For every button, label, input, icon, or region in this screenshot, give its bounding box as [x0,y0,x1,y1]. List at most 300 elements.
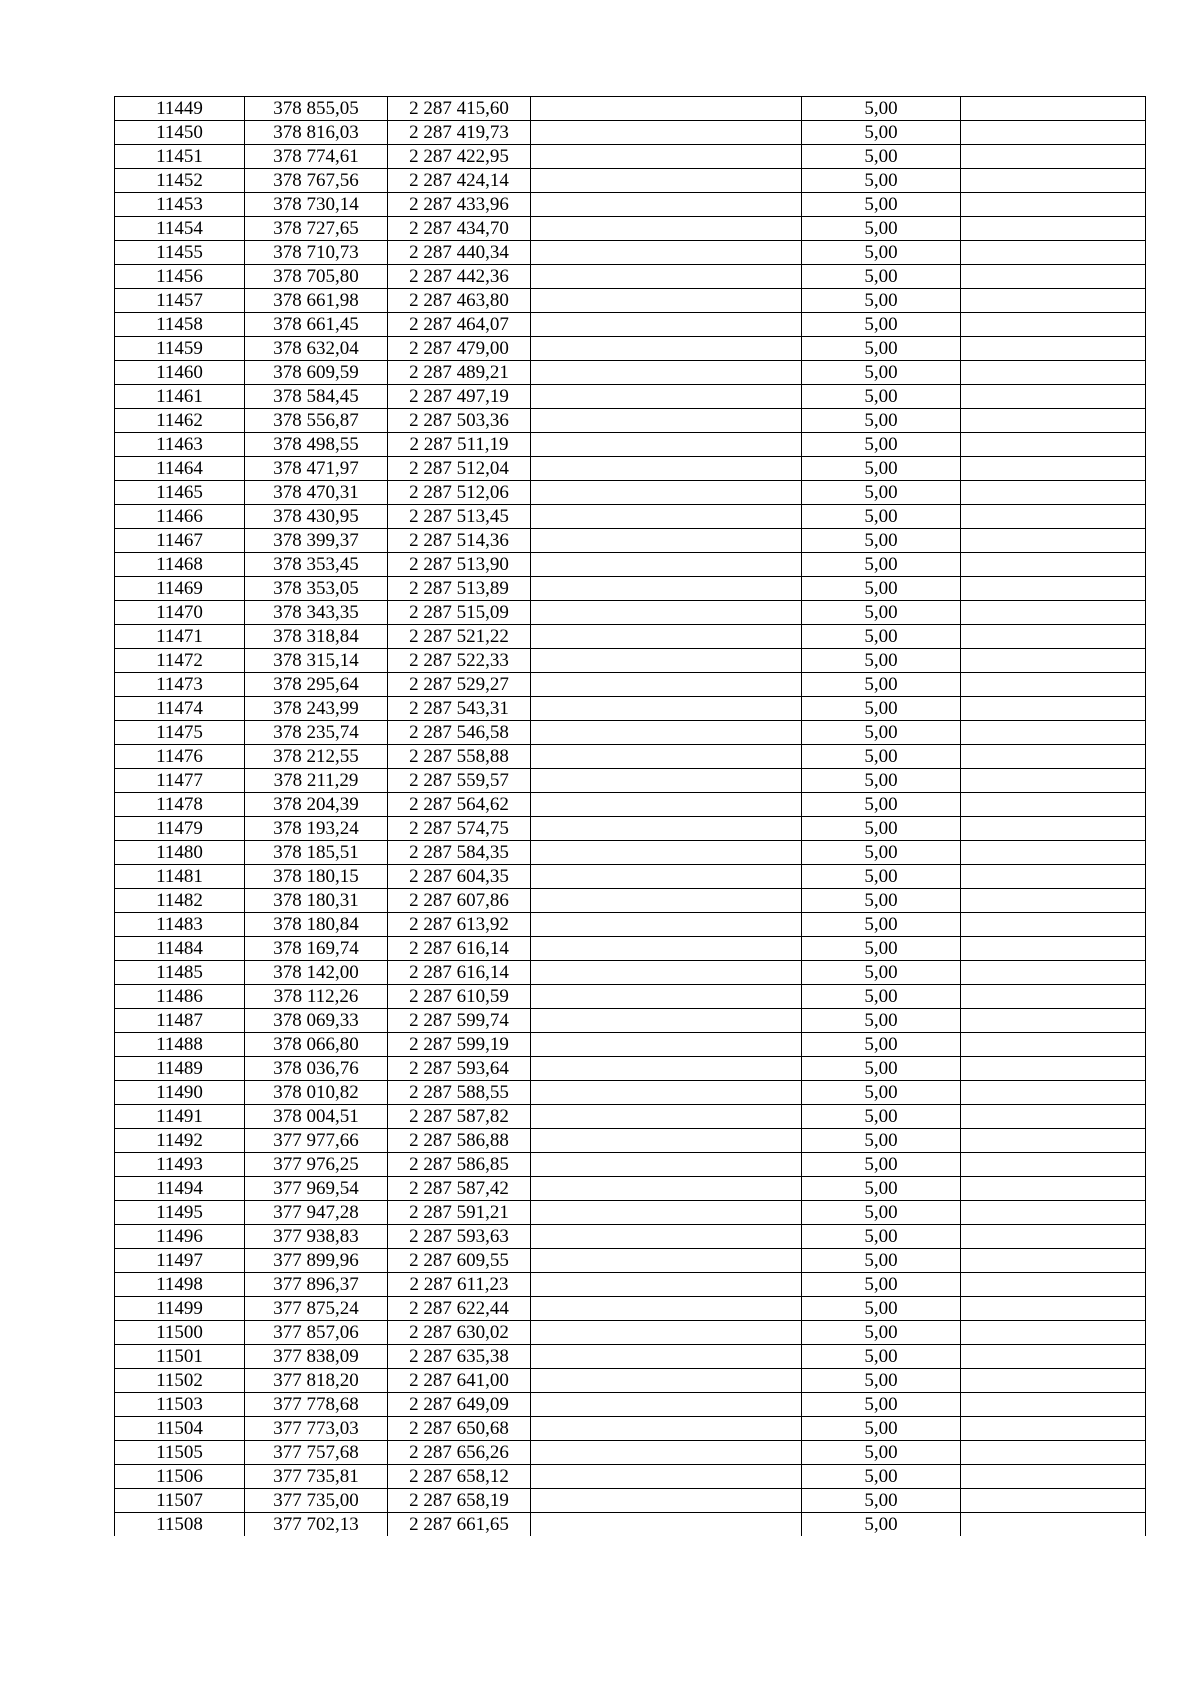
y-coordinate-cell: 2 287 649,09 [388,1393,531,1417]
value-cell: 5,00 [802,745,961,769]
note-cell [961,1345,1146,1369]
table-row [115,529,1146,553]
value-cell: 5,00 [802,1441,961,1465]
point-number-cell: 11467 [115,529,245,553]
x-coordinate-cell: 378 069,33 [245,1009,388,1033]
note-cell [961,337,1146,361]
y-coordinate-cell: 2 287 622,44 [388,1297,531,1321]
point-number-cell: 11452 [115,169,245,193]
description-cell [531,1033,802,1057]
point-number-cell: 11457 [115,289,245,313]
value-cell: 5,00 [802,1297,961,1321]
y-coordinate-cell: 2 287 588,55 [388,1081,531,1105]
point-number-cell: 11483 [115,913,245,937]
note-cell [961,265,1146,289]
y-coordinate-cell: 2 287 658,19 [388,1489,531,1513]
description-cell [531,577,802,601]
note-cell [961,313,1146,337]
description-cell [531,433,802,457]
x-coordinate-cell: 378 180,31 [245,889,388,913]
x-coordinate-cell: 378 556,87 [245,409,388,433]
y-coordinate-cell: 2 287 599,19 [388,1033,531,1057]
x-coordinate-cell: 378 730,14 [245,193,388,217]
y-coordinate-cell: 2 287 616,14 [388,937,531,961]
point-number-cell: 11466 [115,505,245,529]
x-coordinate-cell: 378 066,80 [245,1033,388,1057]
description-cell [531,889,802,913]
note-cell [961,841,1146,865]
note-cell [961,1441,1146,1465]
point-number-cell: 11449 [115,97,245,121]
note-cell [961,457,1146,481]
y-coordinate-cell: 2 287 635,38 [388,1345,531,1369]
x-coordinate-cell: 378 767,56 [245,169,388,193]
point-number-cell: 11481 [115,865,245,889]
y-coordinate-cell: 2 287 587,82 [388,1105,531,1129]
value-cell: 5,00 [802,409,961,433]
point-number-cell: 11476 [115,745,245,769]
x-coordinate-cell: 378 632,04 [245,337,388,361]
table-row [115,1177,1146,1201]
table-row [115,841,1146,865]
note-cell [961,481,1146,505]
table-row [115,361,1146,385]
table-row [115,913,1146,937]
point-number-cell: 11500 [115,1321,245,1345]
value-cell: 5,00 [802,1057,961,1081]
point-number-cell: 11491 [115,1105,245,1129]
x-coordinate-cell: 378 180,15 [245,865,388,889]
x-coordinate-cell: 378 430,95 [245,505,388,529]
y-coordinate-cell: 2 287 522,33 [388,649,531,673]
value-cell: 5,00 [802,97,961,121]
x-coordinate-cell: 377 899,96 [245,1249,388,1273]
x-coordinate-cell: 378 185,51 [245,841,388,865]
x-coordinate-cell: 378 180,84 [245,913,388,937]
point-number-cell: 11499 [115,1297,245,1321]
point-number-cell: 11507 [115,1489,245,1513]
table-row [115,1489,1146,1513]
point-number-cell: 11455 [115,241,245,265]
table-row [115,625,1146,649]
x-coordinate-cell: 378 727,65 [245,217,388,241]
value-cell: 5,00 [802,1009,961,1033]
table-row [115,289,1146,313]
description-cell [531,505,802,529]
value-cell: 5,00 [802,985,961,1009]
value-cell: 5,00 [802,241,961,265]
point-number-cell: 11488 [115,1033,245,1057]
x-coordinate-cell: 378 169,74 [245,937,388,961]
x-coordinate-cell: 378 661,98 [245,289,388,313]
value-cell: 5,00 [802,793,961,817]
value-cell: 5,00 [802,1129,961,1153]
point-number-cell: 11451 [115,145,245,169]
table-row [115,985,1146,1009]
value-cell: 5,00 [802,481,961,505]
description-cell [531,1321,802,1345]
value-cell: 5,00 [802,433,961,457]
table-row [115,385,1146,409]
point-number-cell: 11472 [115,649,245,673]
table-row [115,745,1146,769]
note-cell [961,1465,1146,1489]
x-coordinate-cell: 378 353,45 [245,553,388,577]
note-cell [961,1393,1146,1417]
table-row [115,1129,1146,1153]
y-coordinate-cell: 2 287 564,62 [388,793,531,817]
value-cell: 5,00 [802,721,961,745]
note-cell [961,217,1146,241]
table-row [115,937,1146,961]
x-coordinate-cell: 378 318,84 [245,625,388,649]
point-number-cell: 11458 [115,313,245,337]
coordinates-table-body [115,97,1146,1537]
table-row [115,1153,1146,1177]
table-row [115,961,1146,985]
x-coordinate-cell: 378 661,45 [245,313,388,337]
point-number-cell: 11478 [115,793,245,817]
note-cell [961,409,1146,433]
x-coordinate-cell: 377 818,20 [245,1369,388,1393]
table-row [115,433,1146,457]
description-cell [531,769,802,793]
point-number-cell: 11474 [115,697,245,721]
value-cell: 5,00 [802,1513,961,1537]
point-number-cell: 11479 [115,817,245,841]
note-cell [961,97,1146,121]
note-cell [961,721,1146,745]
value-cell: 5,00 [802,961,961,985]
value-cell: 5,00 [802,289,961,313]
y-coordinate-cell: 2 287 604,35 [388,865,531,889]
y-coordinate-cell: 2 287 599,74 [388,1009,531,1033]
table-row [115,241,1146,265]
note-cell [961,289,1146,313]
y-coordinate-cell: 2 287 584,35 [388,841,531,865]
description-cell [531,1417,802,1441]
note-cell [961,169,1146,193]
y-coordinate-cell: 2 287 513,90 [388,553,531,577]
note-cell [961,817,1146,841]
point-number-cell: 11460 [115,361,245,385]
value-cell: 5,00 [802,1249,961,1273]
x-coordinate-cell: 378 243,99 [245,697,388,721]
y-coordinate-cell: 2 287 515,09 [388,601,531,625]
y-coordinate-cell: 2 287 521,22 [388,625,531,649]
y-coordinate-cell: 2 287 424,14 [388,169,531,193]
table-row [115,553,1146,577]
description-cell [531,985,802,1009]
value-cell: 5,00 [802,1081,961,1105]
x-coordinate-cell: 378 399,37 [245,529,388,553]
description-cell [531,793,802,817]
note-cell [961,1249,1146,1273]
point-number-cell: 11477 [115,769,245,793]
note-cell [961,1225,1146,1249]
point-number-cell: 11494 [115,1177,245,1201]
x-coordinate-cell: 378 315,14 [245,649,388,673]
value-cell: 5,00 [802,361,961,385]
y-coordinate-cell: 2 287 434,70 [388,217,531,241]
note-cell [961,1009,1146,1033]
note-cell [961,529,1146,553]
point-number-cell: 11492 [115,1129,245,1153]
y-coordinate-cell: 2 287 559,57 [388,769,531,793]
description-cell [531,1057,802,1081]
description-cell [531,1441,802,1465]
y-coordinate-cell: 2 287 503,36 [388,409,531,433]
table-row [115,481,1146,505]
description-cell [531,385,802,409]
x-coordinate-cell: 377 977,66 [245,1129,388,1153]
description-cell [531,241,802,265]
point-number-cell: 11454 [115,217,245,241]
value-cell: 5,00 [802,145,961,169]
description-cell [531,649,802,673]
description-cell [531,553,802,577]
y-coordinate-cell: 2 287 616,14 [388,961,531,985]
value-cell: 5,00 [802,577,961,601]
value-cell: 5,00 [802,1225,961,1249]
table-row [115,673,1146,697]
note-cell [961,625,1146,649]
note-cell [961,433,1146,457]
table-row [115,265,1146,289]
x-coordinate-cell: 378 142,00 [245,961,388,985]
value-cell: 5,00 [802,865,961,889]
description-cell [531,169,802,193]
value-cell: 5,00 [802,625,961,649]
note-cell [961,961,1146,985]
description-cell [531,265,802,289]
description-cell [531,1465,802,1489]
x-coordinate-cell: 377 969,54 [245,1177,388,1201]
table-row [115,865,1146,889]
value-cell: 5,00 [802,1105,961,1129]
value-cell: 5,00 [802,385,961,409]
value-cell: 5,00 [802,457,961,481]
point-number-cell: 11473 [115,673,245,697]
description-cell [531,745,802,769]
point-number-cell: 11456 [115,265,245,289]
note-cell [961,385,1146,409]
description-cell [531,625,802,649]
description-cell [531,193,802,217]
value-cell: 5,00 [802,1201,961,1225]
description-cell [531,1153,802,1177]
table-row [115,1441,1146,1465]
x-coordinate-cell: 377 938,83 [245,1225,388,1249]
y-coordinate-cell: 2 287 513,45 [388,505,531,529]
description-cell [531,361,802,385]
table-row [115,601,1146,625]
value-cell: 5,00 [802,673,961,697]
table-row [115,1393,1146,1417]
x-coordinate-cell: 378 471,97 [245,457,388,481]
table-row [115,817,1146,841]
point-number-cell: 11497 [115,1249,245,1273]
value-cell: 5,00 [802,769,961,793]
description-cell [531,313,802,337]
note-cell [961,145,1146,169]
y-coordinate-cell: 2 287 479,00 [388,337,531,361]
point-number-cell: 11505 [115,1441,245,1465]
x-coordinate-cell: 378 010,82 [245,1081,388,1105]
y-coordinate-cell: 2 287 512,04 [388,457,531,481]
table-row [115,721,1146,745]
value-cell: 5,00 [802,337,961,361]
note-cell [961,673,1146,697]
description-cell [531,1513,802,1537]
value-cell: 5,00 [802,1489,961,1513]
point-number-cell: 11482 [115,889,245,913]
y-coordinate-cell: 2 287 593,63 [388,1225,531,1249]
description-cell [531,1225,802,1249]
y-coordinate-cell: 2 287 440,34 [388,241,531,265]
table-row [115,1345,1146,1369]
description-cell [531,457,802,481]
point-number-cell: 11462 [115,409,245,433]
point-number-cell: 11498 [115,1273,245,1297]
note-cell [961,1105,1146,1129]
point-number-cell: 11502 [115,1369,245,1393]
x-coordinate-cell: 377 976,25 [245,1153,388,1177]
value-cell: 5,00 [802,1321,961,1345]
y-coordinate-cell: 2 287 641,00 [388,1369,531,1393]
description-cell [531,841,802,865]
table-row [115,1201,1146,1225]
table-row [115,121,1146,145]
y-coordinate-cell: 2 287 464,07 [388,313,531,337]
table-row [115,193,1146,217]
note-cell [961,121,1146,145]
x-coordinate-cell: 378 774,61 [245,145,388,169]
value-cell: 5,00 [802,913,961,937]
value-cell: 5,00 [802,937,961,961]
note-cell [961,649,1146,673]
x-coordinate-cell: 378 212,55 [245,745,388,769]
description-cell [531,697,802,721]
y-coordinate-cell: 2 287 442,36 [388,265,531,289]
table-row [115,793,1146,817]
y-coordinate-cell: 2 287 613,92 [388,913,531,937]
note-cell [961,577,1146,601]
table-row [115,1417,1146,1441]
value-cell: 5,00 [802,697,961,721]
note-cell [961,1417,1146,1441]
note-cell [961,1201,1146,1225]
value-cell: 5,00 [802,553,961,577]
note-cell [961,1273,1146,1297]
description-cell [531,817,802,841]
point-number-cell: 11508 [115,1513,245,1537]
description-cell [531,121,802,145]
description-cell [531,913,802,937]
y-coordinate-cell: 2 287 511,19 [388,433,531,457]
y-coordinate-cell: 2 287 422,95 [388,145,531,169]
point-number-cell: 11484 [115,937,245,961]
x-coordinate-cell: 378 204,39 [245,793,388,817]
point-number-cell: 11464 [115,457,245,481]
note-cell [961,889,1146,913]
x-coordinate-cell: 378 710,73 [245,241,388,265]
x-coordinate-cell: 377 735,81 [245,1465,388,1489]
description-cell [531,721,802,745]
note-cell [961,1513,1146,1537]
value-cell: 5,00 [802,601,961,625]
description-cell [531,289,802,313]
description-cell [531,1081,802,1105]
description-cell [531,529,802,553]
x-coordinate-cell: 377 896,37 [245,1273,388,1297]
point-number-cell: 11470 [115,601,245,625]
description-cell [531,1489,802,1513]
value-cell: 5,00 [802,313,961,337]
x-coordinate-cell: 378 353,05 [245,577,388,601]
value-cell: 5,00 [802,1153,961,1177]
table-row [115,577,1146,601]
value-cell: 5,00 [802,889,961,913]
table-row [115,217,1146,241]
value-cell: 5,00 [802,1465,961,1489]
point-number-cell: 11471 [115,625,245,649]
x-coordinate-cell: 377 702,13 [245,1513,388,1537]
description-cell [531,409,802,433]
point-number-cell: 11490 [115,1081,245,1105]
point-number-cell: 11487 [115,1009,245,1033]
note-cell [961,913,1146,937]
x-coordinate-cell: 377 838,09 [245,1345,388,1369]
note-cell [961,697,1146,721]
note-cell [961,1057,1146,1081]
y-coordinate-cell: 2 287 610,59 [388,985,531,1009]
value-cell: 5,00 [802,505,961,529]
value-cell: 5,00 [802,1033,961,1057]
x-coordinate-cell: 378 295,64 [245,673,388,697]
point-number-cell: 11496 [115,1225,245,1249]
description-cell [531,1369,802,1393]
description-cell [531,1177,802,1201]
value-cell: 5,00 [802,1345,961,1369]
y-coordinate-cell: 2 287 586,85 [388,1153,531,1177]
x-coordinate-cell: 377 857,06 [245,1321,388,1345]
x-coordinate-cell: 378 705,80 [245,265,388,289]
y-coordinate-cell: 2 287 574,75 [388,817,531,841]
x-coordinate-cell: 378 855,05 [245,97,388,121]
description-cell [531,337,802,361]
y-coordinate-cell: 2 287 463,80 [388,289,531,313]
y-coordinate-cell: 2 287 661,65 [388,1513,531,1537]
coordinates-table [114,96,1146,1536]
note-cell [961,1369,1146,1393]
x-coordinate-cell: 378 498,55 [245,433,388,457]
x-coordinate-cell: 378 343,35 [245,601,388,625]
x-coordinate-cell: 378 004,51 [245,1105,388,1129]
value-cell: 5,00 [802,1369,961,1393]
note-cell [961,241,1146,265]
y-coordinate-cell: 2 287 514,36 [388,529,531,553]
value-cell: 5,00 [802,649,961,673]
table-row [115,1273,1146,1297]
table-row [115,1009,1146,1033]
description-cell [531,1009,802,1033]
y-coordinate-cell: 2 287 558,88 [388,745,531,769]
table-row [115,1105,1146,1129]
table-row [115,697,1146,721]
table-row [115,1513,1146,1537]
point-number-cell: 11495 [115,1201,245,1225]
